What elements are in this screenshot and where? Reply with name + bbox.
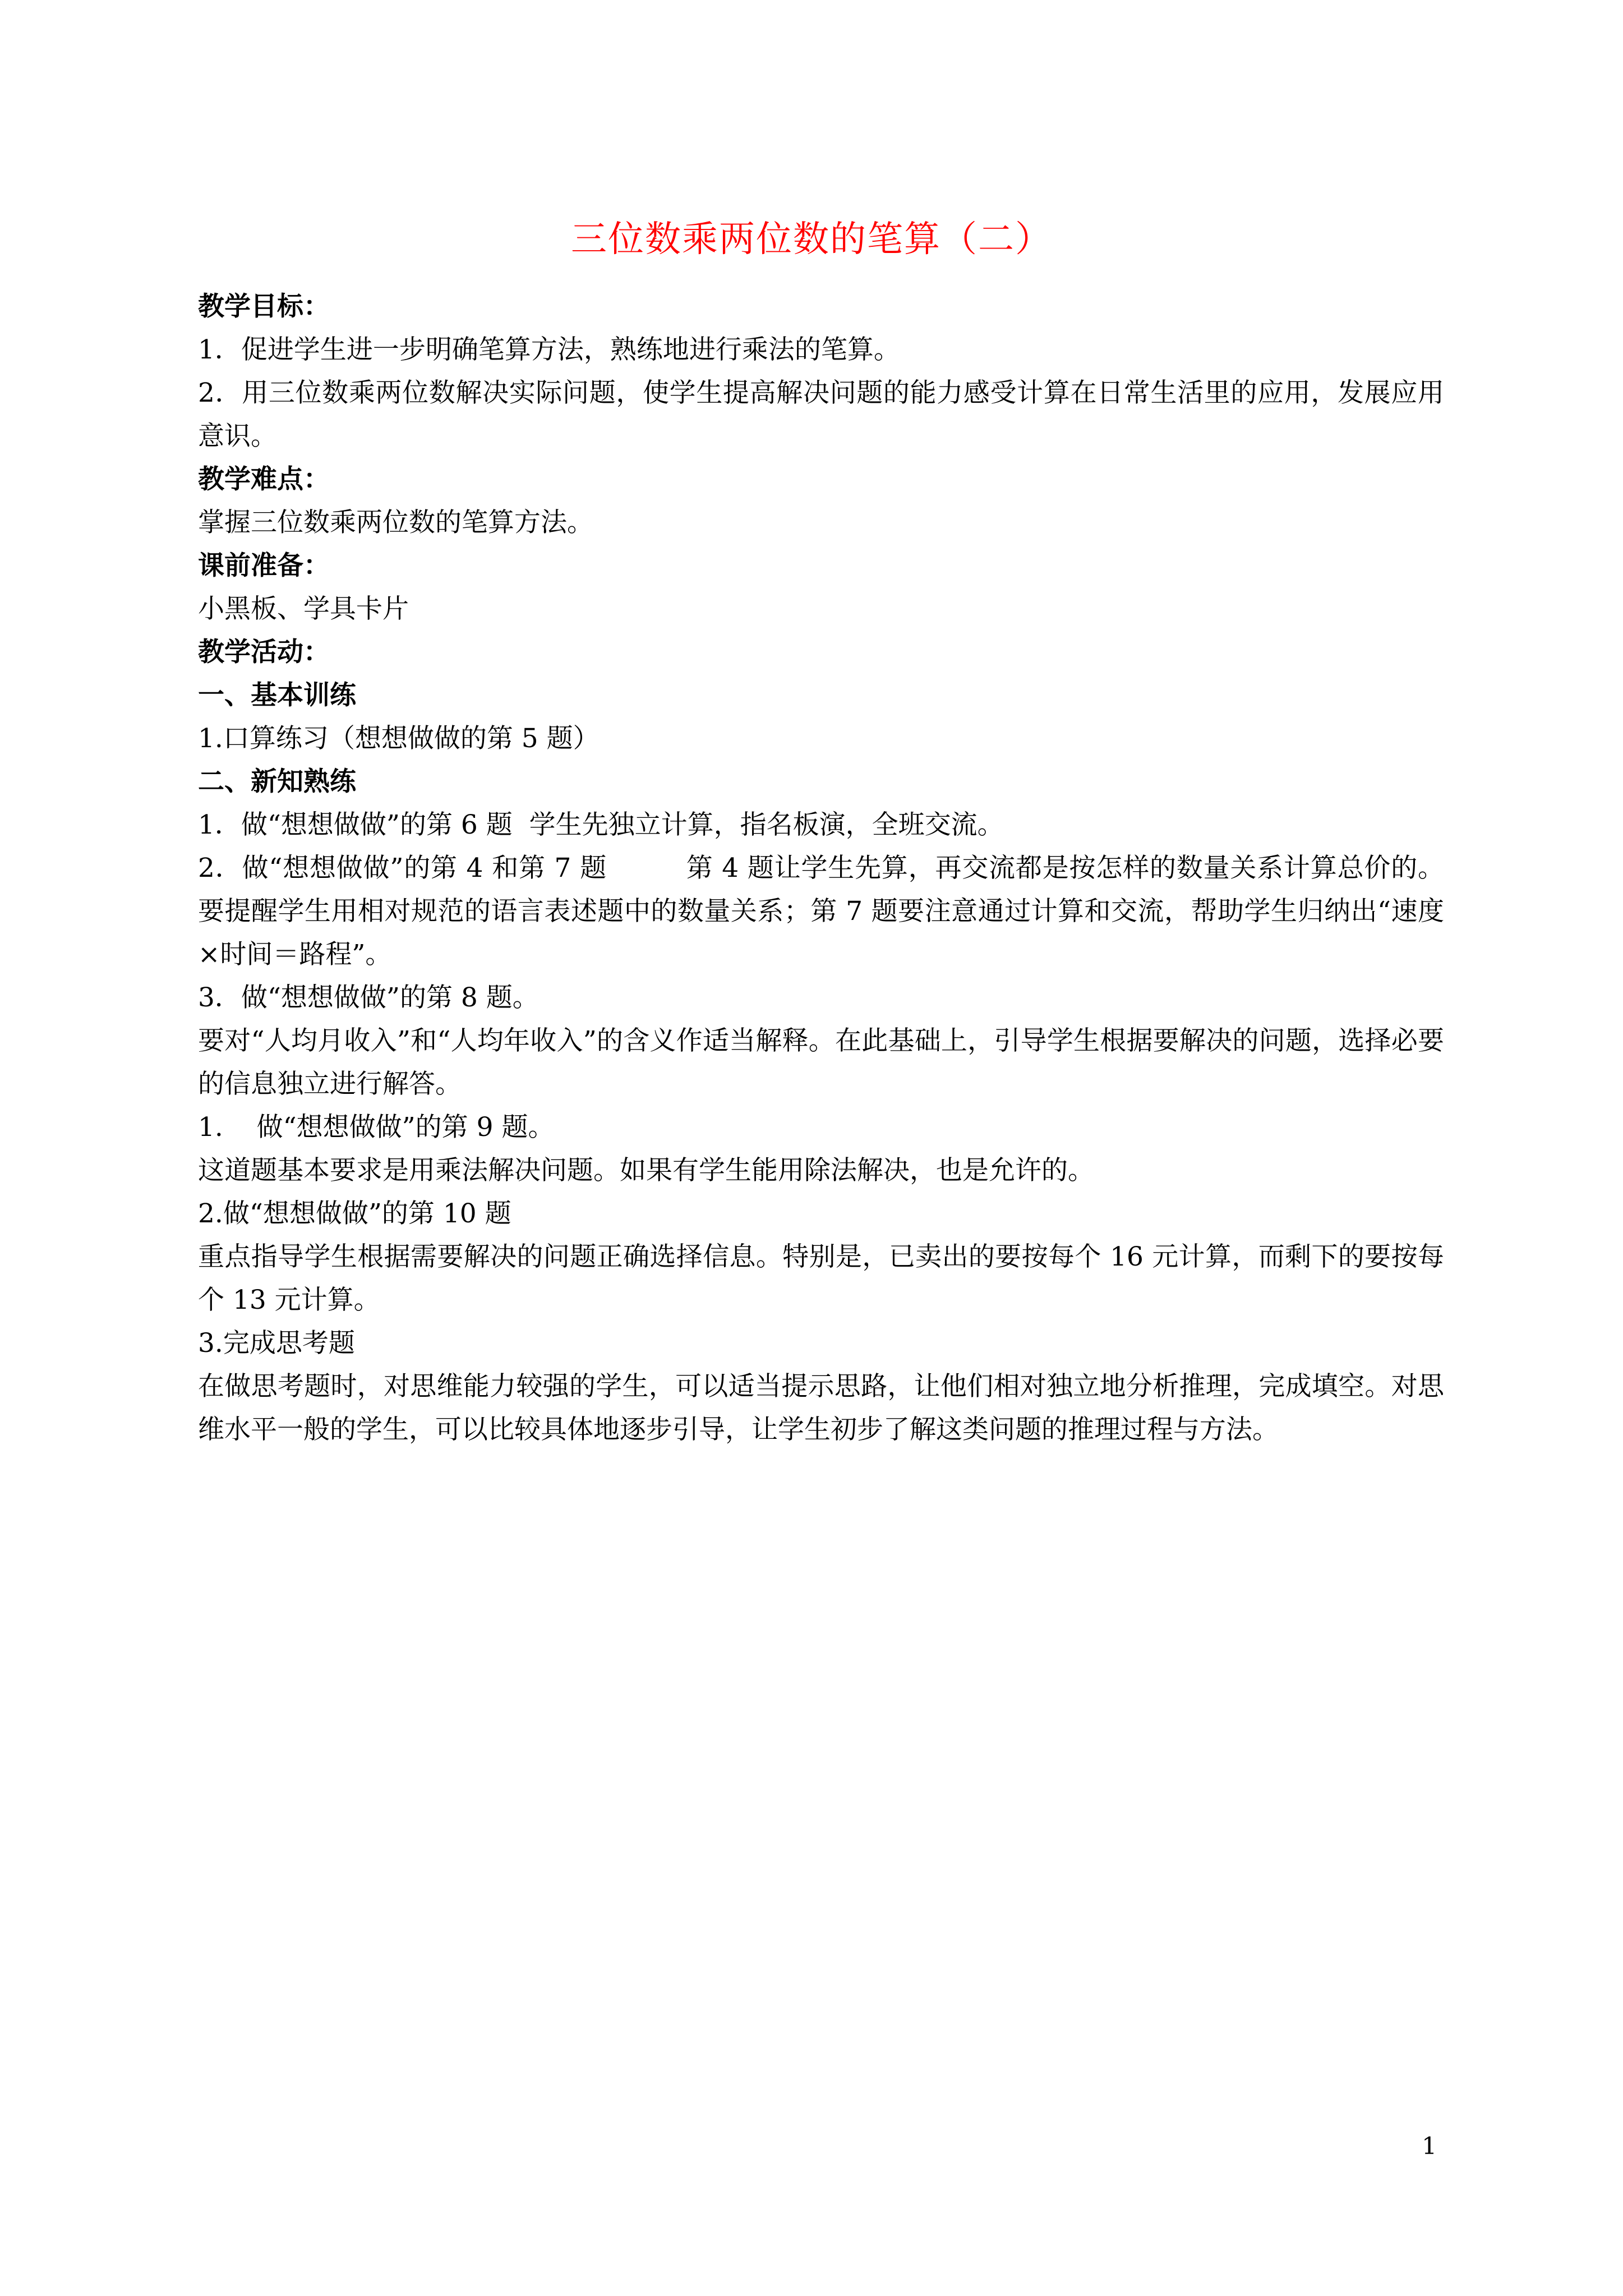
section-heading: 教学活动：: [198, 637, 330, 668]
text-line: 1．做“想想做做”的第 6 题 学生先独立计算，指名板演，全班交流。: [198, 809, 1004, 840]
text-line: 这道题基本要求是用乘法解决问题。如果有学生能用除法解决，也是允许的。: [198, 1155, 1094, 1186]
text-line: 3．做“想想做做”的第 8 题。: [198, 982, 539, 1013]
section-heading: 二、新知熟练: [198, 766, 356, 797]
section-heading: 一、基本训练: [198, 680, 356, 711]
text-line: 掌握三位数乘两位数的笔算方法。: [198, 507, 593, 538]
section-heading: 教学难点：: [198, 464, 330, 495]
text-line: 2.做“想想做做”的第 10 题: [198, 1198, 511, 1229]
page-number: 1: [1422, 2132, 1437, 2160]
text-line: 2．做“想想做做”的第 4 和第 7 题 第 4 题让学生先算，再交流都是按怎样的数量关系计算总价的。要提醒学生用相对规范的语言表述题中的数量关系；第 7 题要注意通过计算和交流，帮助学生归纳出“速度×时间＝路程”。: [198, 853, 1444, 970]
text-line: 要对“人均月收入”和“人均年收入”的含义作适当解释。在此基础上，引导学生根据要解决的问题，选择必要的信息独立进行解答。: [198, 1025, 1444, 1099]
text-line: 重点指导学生根据需要解决的问题正确选择信息。特别是，已卖出的要按每个 16 元计算，而剩下的要按每个 13 元计算。: [198, 1241, 1444, 1315]
text-line: 1.口算练习（想想做做的第 5 题）: [198, 723, 600, 754]
document-body: [198, 285, 1444, 1451]
text-line: 1．促进学生进一步明确笔算方法，熟练地进行乘法的笔算。: [198, 334, 900, 365]
section-heading: 教学目标：: [198, 291, 330, 322]
text-line: 小黑板、学具卡片: [198, 593, 409, 624]
text-line: 1. 做“想想做做”的第 9 题。: [198, 1112, 555, 1143]
document-title: 三位数乘两位数的笔算（二）: [571, 219, 1052, 260]
text-line: 在做思考题时，对思维能力较强的学生，可以适当提示思路，让他们相对独立地分析推理，完成填空。对思维水平一般的学生，可以比较具体地逐步引导，让学生初步了解这类问题的推理过程与方法。: [198, 1371, 1444, 1445]
text-line: 3.完成思考题: [198, 1328, 355, 1359]
section-heading: 课前准备：: [198, 550, 330, 581]
text-line: 2．用三位数乘两位数解决实际问题，使学生提高解决问题的能力感受计算在日常生活里的应用，发展应用意识。: [198, 378, 1444, 452]
